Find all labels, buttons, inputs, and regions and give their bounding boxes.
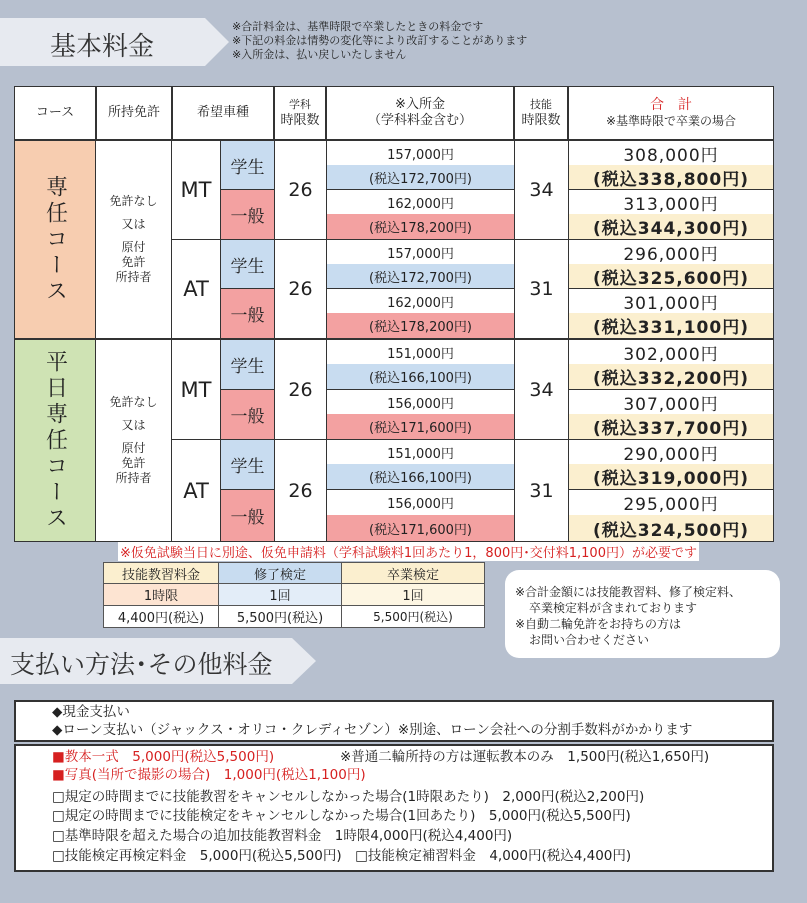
header-lecture-top: 学科: [289, 98, 311, 111]
fee-tax-value: (税込172,700円): [369, 270, 472, 286]
fee-cell: [327, 390, 514, 414]
total-value: 290,000円: [623, 444, 719, 464]
vehicle-type: [172, 440, 220, 541]
extra-note: ※合計金額には技能教習料、修了検定料、: [515, 585, 742, 599]
fee-tax-cell: [327, 464, 514, 489]
vehicle-type-label: MT: [180, 377, 212, 402]
total-tax-value: (税込337,700円): [593, 419, 749, 439]
lecture-hours: [275, 141, 326, 239]
license-text: 免許: [121, 255, 146, 269]
total-tax-value: (税込325,600円): [593, 268, 749, 288]
license-text: 所持者: [115, 471, 152, 485]
extra-fee-price: [104, 606, 218, 627]
extra-fee-unit: [219, 584, 341, 605]
header-fee-bottom: （学科料金含む）: [367, 113, 472, 128]
extra-fee-price: [342, 606, 484, 627]
category-label: 一般: [230, 306, 265, 326]
header-lecture-bottom: 時限数: [280, 113, 320, 128]
total-value: 296,000円: [623, 244, 719, 264]
skill-hours-value: 31: [529, 479, 554, 502]
skill-hours: [515, 240, 568, 338]
total-tax-cell: [569, 313, 773, 338]
fee-tax-value: (税込171,600円): [369, 421, 472, 436]
category-general: [221, 289, 274, 338]
lecture-hours-value: 26: [288, 179, 313, 201]
license-text: 原付: [121, 441, 146, 455]
skill-hours-value: 34: [529, 179, 554, 201]
vehicle-type-label: AT: [183, 478, 209, 503]
extra-fee-label: [342, 563, 484, 583]
fee-tax-value: (税込166,100円): [369, 371, 472, 386]
textbook-note: ※普通二輪所持の方は運転教本のみ 1,500円(税込1,650円): [340, 749, 710, 765]
lecture-hours: [275, 440, 326, 541]
course-name: 平日専任コース: [42, 349, 68, 532]
total-value: 313,000円: [623, 194, 719, 214]
total-cell: [569, 340, 773, 364]
total-cell: [569, 240, 773, 264]
fee-value: 162,000円: [387, 196, 454, 212]
fee-tax-cell: [327, 313, 514, 338]
extra-fee-label-text: 卒業検定: [386, 567, 439, 583]
fee-tax-value: (税込178,200円): [369, 221, 472, 236]
category-label: 学生: [230, 457, 265, 477]
extra-fee-label: [104, 563, 218, 583]
category-student: [221, 440, 274, 489]
other-fee-item: □基準時限を超えた場合の追加技能教習料金 1時限4,000円(税込4,400円): [52, 828, 513, 844]
payment-method: ◆ローン支払い（ジャックス・オリコ・クレディセゾン）※別途、ローン会社への分割手数料がかかります: [52, 722, 693, 738]
extra-note: お問い合わせください: [529, 633, 650, 647]
fee-cell: [327, 440, 514, 464]
lecture-hours: [275, 240, 326, 338]
skill-hours-value: 34: [529, 378, 554, 401]
payment-method: ◆現金支払い: [52, 704, 130, 720]
header-note: ※下記の料金は情勢の変化等により改訂することがあります: [232, 34, 528, 47]
category-label: 学生: [230, 256, 265, 277]
fee-value: 157,000円: [387, 147, 454, 163]
total-tax-value: (税込324,500円): [593, 520, 749, 541]
license-text: 又は: [121, 418, 146, 432]
fee-value: 156,000円: [387, 497, 454, 512]
fee-tax-value: (税込166,100円): [369, 471, 472, 486]
extra-note: ※自動二輪免許をお持ちの方は: [515, 617, 682, 631]
fee-cell: [327, 141, 514, 165]
fee-cell: [327, 490, 514, 515]
header-total-bottom: ※基準時限で卒業の場合: [605, 114, 737, 128]
total-tax-value: (税込332,200円): [593, 369, 749, 389]
extra-fee-price-text: 5,500円(税込): [236, 611, 324, 626]
total-tax-cell: [569, 515, 773, 541]
license-text: 原付: [121, 240, 146, 254]
lecture-hours-value: 26: [288, 278, 313, 300]
extra-fee-label: [219, 563, 341, 583]
total-tax-cell: [569, 414, 773, 439]
fee-tax-cell: [327, 364, 514, 389]
header-lecture: [274, 86, 326, 140]
skill-hours: [515, 440, 568, 541]
course-name-cell: [15, 340, 95, 541]
fee-tax-value: (税込171,600円): [369, 522, 472, 538]
lecture-hours: [275, 340, 326, 439]
extra-fee-unit: [342, 584, 484, 605]
license-text: 免許なし: [109, 194, 158, 208]
header-total: [568, 86, 774, 140]
header-skill: [514, 86, 568, 140]
banner-arrow: [205, 18, 229, 66]
license-cell: [96, 141, 171, 338]
page-title: 基本料金: [50, 32, 155, 62]
total-tax-value: (税込344,300円): [593, 219, 749, 239]
photo-fee: ■写真(当所で撮影の場合) 1,000円(税込1,100円): [52, 767, 366, 783]
extra-fee-unit: [104, 584, 218, 605]
total-tax-value: (税込338,800円): [593, 169, 749, 189]
extra-fee-unit-text: 1回: [269, 589, 291, 604]
fee-tax-value: (税込172,700円): [369, 171, 472, 187]
header-note: ※合計料金は、基準時限で卒業したときの料金です: [232, 20, 484, 33]
fee-cell: [327, 340, 514, 364]
header-skill-top: 技能: [530, 98, 552, 111]
total-tax-cell: [569, 364, 773, 389]
extra-notes: [515, 584, 741, 648]
extra-fee-label-text: 修了検定: [253, 567, 306, 583]
extra-fee-price: [219, 606, 341, 627]
header-course-label: コース: [35, 105, 75, 120]
skill-hours: [515, 141, 568, 239]
fee-cell: [327, 190, 514, 214]
total-tax-cell: [569, 464, 773, 489]
total-cell: [569, 289, 773, 313]
category-general: [221, 490, 274, 541]
total-cell: [569, 190, 773, 214]
fee-tax-cell: [327, 414, 514, 439]
total-cell: [569, 390, 773, 414]
other-fee-item: □規定の時間までに技能検定をキャンセルしなかった場合(1回あたり) 5,000円(税込5,500円): [52, 808, 631, 824]
extra-fee-unit-text: 1回: [402, 589, 424, 604]
fee-tax-cell: [327, 165, 514, 189]
vehicle-type: [172, 340, 220, 439]
skill-hours-value: 31: [529, 278, 554, 300]
total-tax-value: (税込331,100円): [593, 318, 749, 338]
header-fee-top: ※入所金: [395, 97, 445, 112]
category-label: 一般: [230, 207, 265, 227]
license-text: 免許: [121, 456, 146, 470]
total-tax-cell: [569, 264, 773, 288]
vehicle-type-label: AT: [183, 277, 209, 301]
skill-hours: [515, 340, 568, 439]
license-cell: [96, 340, 171, 541]
fee-value: 151,000円: [387, 346, 454, 362]
fee-tax-cell: [327, 515, 514, 541]
payment-title: 支払い方法･その他料金: [10, 650, 273, 679]
table-footnote: ※仮免試験当日に別途、仮免申請料（学科試験料1回あたり1，800円･交付料1,100円）が必要です: [118, 542, 699, 561]
lecture-hours-value: 26: [288, 479, 313, 502]
lecture-hours-value: 26: [288, 378, 313, 401]
fee-tax-cell: [327, 214, 514, 239]
header-total-top: 合 計: [650, 97, 692, 113]
vehicle-type: [172, 141, 220, 239]
category-student: [221, 340, 274, 389]
license-text: 免許なし: [109, 395, 158, 409]
header-fee: [326, 86, 514, 140]
textbook-fee: ■教本一式 5,000円(税込5,500円): [52, 749, 275, 765]
total-tax-cell: [569, 214, 773, 239]
total-cell: [569, 141, 773, 165]
course-name: 専任コース: [42, 174, 68, 305]
header-notes: [232, 20, 527, 62]
license-text: 又は: [121, 217, 146, 231]
other-fee-item: □規定の時間までに技能教習をキャンセルしなかった場合(1時限あたり) 2,000円(税込2,200円): [52, 789, 645, 805]
fee-cell: [327, 240, 514, 264]
total-value: 308,000円: [623, 145, 719, 165]
total-value: 301,000円: [623, 293, 719, 313]
header-vehicle-label: 希望車種: [196, 105, 249, 120]
fee-tax-value: (税込178,200円): [369, 320, 472, 335]
header-vehicle: [172, 86, 274, 140]
header-note: ※入所金は、払い戻しいたしません: [232, 48, 407, 61]
total-cell: [569, 490, 773, 515]
vehicle-type: [172, 240, 220, 338]
category-student: [221, 141, 274, 189]
category-student: [221, 240, 274, 288]
category-general: [221, 390, 274, 439]
category-label: 学生: [230, 157, 265, 178]
fee-value: 156,000円: [387, 396, 454, 412]
fee-value: 151,000円: [387, 446, 454, 462]
license-text: 所持者: [115, 270, 152, 284]
extra-note: 卒業検定料が含まれております: [529, 601, 698, 615]
category-label: 一般: [230, 508, 265, 528]
header-license: [96, 86, 172, 140]
fee-tax-cell: [327, 264, 514, 288]
category-general: [221, 190, 274, 239]
header-skill-bottom: 時限数: [521, 113, 561, 128]
total-value: 295,000円: [623, 495, 719, 515]
extra-fee-unit-text: 1時限: [143, 589, 179, 604]
category-label: 学生: [230, 357, 265, 377]
total-tax-value: (税込319,000円): [593, 469, 749, 489]
other-fee-item: □技能検定再検定料金 5,000円(税込5,500円) □技能検定補習料金 4,000円(税込4,400円): [52, 848, 632, 864]
fee-value: 157,000円: [387, 246, 454, 262]
total-value: 302,000円: [623, 344, 719, 364]
extra-fee-label-text: 技能教習料金: [121, 567, 200, 583]
payment-banner-arrow: [292, 638, 316, 684]
total-value: 307,000円: [623, 394, 719, 414]
header-course: [14, 86, 96, 140]
category-label: 一般: [230, 407, 265, 427]
vehicle-type-label: MT: [180, 178, 212, 202]
extra-fee-price-text: 4,400円(税込): [117, 611, 205, 626]
total-cell: [569, 440, 773, 464]
header-license-label: 所持免許: [107, 105, 160, 120]
extra-fee-price-text: 5,500円(税込): [373, 610, 453, 624]
total-tax-cell: [569, 165, 773, 189]
course-name-cell: [15, 141, 95, 338]
fee-cell: [327, 289, 514, 313]
fee-value: 162,000円: [387, 295, 454, 311]
